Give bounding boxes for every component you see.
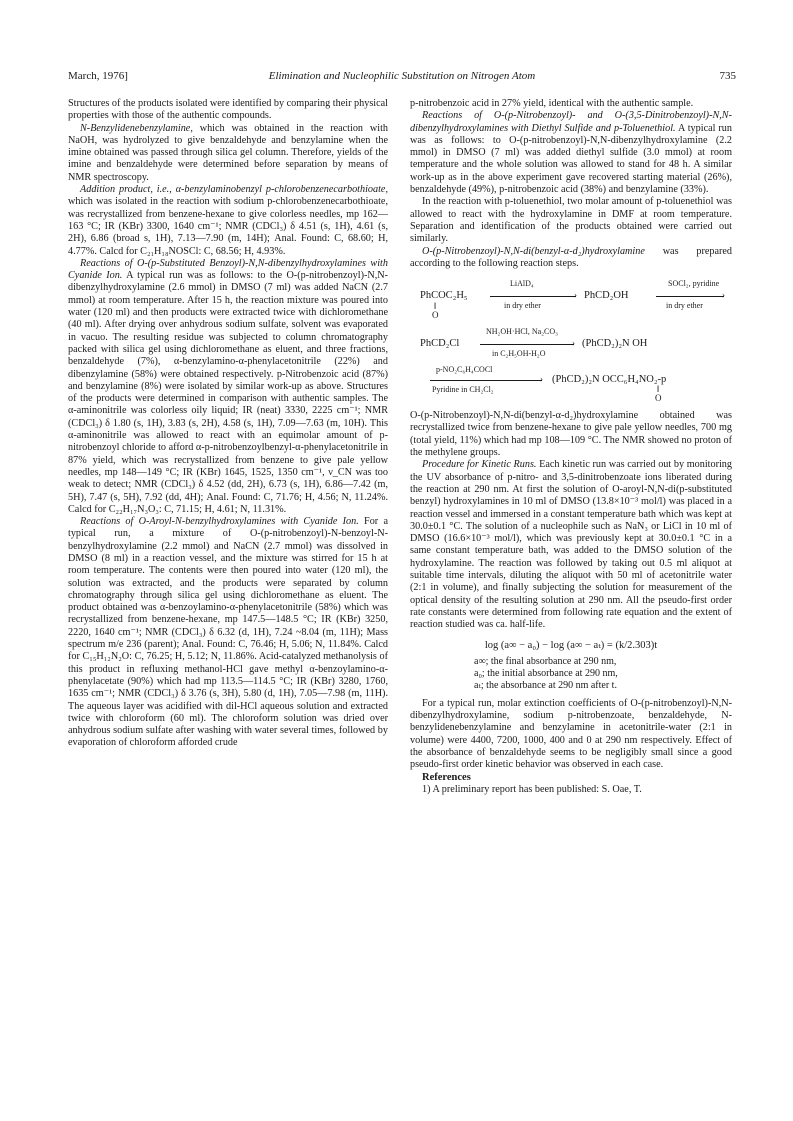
reagent-solvent: in dry ether (666, 301, 703, 311)
running-header (68, 70, 736, 84)
reactant-propiophenone: PhCOC₂H₅ (420, 290, 468, 302)
reaction-arrow (430, 380, 542, 381)
paragraph: For a typical run, molar extinction coefficients of O-(p-nitrobenzoyl)-N,N-dibenzylhydroxylamine, sodium p-nitrobenzoate, benzaldehyde, N-benzylidenebenzylamine and benzylamine in acetonitrile-water (2:1 in volume) were 4400, 7200, 1000, 400 and 0 at 290 nm respectively. Effect of the absorbance of benzaldehyde seems to be negligibly small since a good pseudo-first order kinetic behavior was observed in each case. (410, 697, 732, 771)
paragraph-heading: Reactions of O-(p-Substituted Benzoyl)-N,N-dibenzylhydroxylamines with Cyanide Ion. (68, 257, 388, 282)
reagent-solvent: in C₂H₅OH-H₂O (492, 349, 546, 359)
page-number: 735 (719, 70, 736, 82)
paragraph (68, 516, 388, 750)
paragraph (410, 459, 732, 631)
paragraph (410, 246, 732, 271)
reagent-acid-chloride: p-NO₂C₆H₄COCl (436, 365, 493, 375)
arrow-head-icon: › (540, 374, 543, 385)
paragraph-body: which was isolated in the reaction with sodium p-chlorobenzenecarbothioate, was recrystallized from benzene-hexane to give colorless needles, mp 162—163 °C; IR (KBr) 3300, 1640 cm⁻¹; NMR (CDCl₃) δ 4.51 (s, 1H), 4.61 (s, 2H), 6.86 (broad s, 1H), 7.13—7.90 (m, 14H); Anal. Found: C, 68.60; H, 4.77%. Calcd for C₂₁H₁₈NOSCl: C, 68.56; H, 4.93%. (68, 196, 388, 257)
reaction-arrow (480, 344, 574, 345)
reagent-solvent: in dry ether (504, 301, 541, 311)
paragraph-body: For a typical run, a mixture of O-(p-nitrobenzoyl)-N-benzoyl-N-benzylhydroxylamine (2.2 mmol) and NaCN (2.7 mmol) was dissolved in DMSO (8 ml) in a reaction vessel, and the mixture was stirred for 15 h at room temperature. The contents were then poured into water (120 ml), the solution was extracted, and the products were separated by column chromatography through silica gel using dichloromethane as eluent. The product obtained was α-benzoylamino-α-phenylacetonitrile (58%) which was recrystallized from benzene-hexane, mp 147.5—148.5 °C; IR (KBr) 3250, 2220, 1640 cm⁻¹; NMR (CDCl₃) δ 6.32 (d, 1H), 7.24 ~8.04 (m, 11H); Mass spectrum m/e 236 (parent); Anal. Found: C, 76.46; H, 5.06; N, 11.84%. Calcd for C₁₅H₁₂N₂O: C, 76.25; H, 5.12; N, 11.86%. Acid-catalyzed methanolysis of this product in refluxing methanol-HCl gave methyl α-benzoylamino-α-phenylacetate (90%) which had mp 113.5—114.5 °C; IR (KBr) 3280, 1760, 1635 cm⁻¹; NMR (CDCl₃) δ 3.76 (s, 3H), 5.80 (d, 1H), 7.05—7.98 (m, 11H). The aqueous layer was acidified with dil-HCl aqueous solution and extracted twice with chloroform (60 ml). The chloroform solution was dried over anhydrous sodium sulfate after washing with water several times, followed by evaporation of chloroform afforded crude (68, 516, 388, 749)
paragraph-body: A typical run was as follows: to the O-(p-nitrobenzoyl)-N,N-dibenzylhydroxylamine (2.6 mmol) in DMSO (7 ml) was added NaCN (2.7 mmol) at room temperature. After 15 h, the reaction mixture was poured into water (120 ml) and then products were extracted twice with dichloromethane (40 ml). After drying over anhydrous sodium sulfate, solvent was evaporated in vacuo. The resulting residue was subjected to column chromatography packed with silica gel using dichloromethane as eluent, and three fractions, benzaldehyde (7%), α-benzylamino-α-phenylacetonitrile (22%) and dibenzylamine (58%) were obtained respectively. p-Nitrobenzoic acid (87%) and benzylamine (8%) were isolated by similar work-up as above. Structures of the products were determined in comparison with authentic samples. The α-aminonitrile was colorless oily liquid; IR (neat) 3330, 2225 cm⁻¹; NMR (CDCl₃) δ 1.80 (s, 1H), 3.83 (s, 2H), 4.58 (s, 1H), 7.09—7.63 (m, 10H). This α-aminonitrile was allowed to react with an equimolar amount of p-nitrobenzoyl chloride to afford α-p-nitrobenzoylbenzyl-α-phenylacetonitrile in 87% yield, which was recrystallized from benzene to give pale yellow needles, mp 148—149 °C; IR (KBr) 1645, 1525, 1350 cm⁻¹, ν_CN was too weak to detect; NMR (CDCl₃) δ 4.52 (dd, 2H), 6.73 (s, 1H), 6.86—7.42 (m, 5H), 7.47 (s, 5H), 7.92 (dd, 4H); Anal. Found: C, 71.76; H, 4.56; N, 11.24%. Calcd for C₂₂H₁₇N₃O₃: C, 71.15; H, 4.61; N, 11.31%. (68, 270, 389, 515)
paragraph (68, 184, 388, 258)
paragraph (68, 258, 388, 516)
product-hydroxylamine: (PhCD₂)₂N OH (582, 338, 648, 350)
right-column (410, 98, 732, 796)
paragraph-heading: O-(p-Nitrobenzoyl)-N,N-di(benzyl-α-d₂)hydroxylamine (422, 245, 645, 257)
reagent-hydroxylamine: NH₂OH·HCl, Na₂CO₃ (486, 327, 558, 337)
arrow-head-icon: › (574, 290, 577, 301)
references-heading: References (422, 771, 471, 783)
legend-item: a∞; the final absorbance at 290 nm, (474, 655, 617, 667)
reference-item: 1) A preliminary report has been published: S. Oae, T. (422, 783, 642, 795)
equation-legend (474, 656, 732, 692)
paragraph-body: was prepared according to the following reaction steps. (410, 245, 732, 269)
paragraph: p-nitrobenzoic acid in 27% yield, identical with the authentic sample. (410, 98, 694, 109)
paragraph (68, 123, 388, 184)
intermediate-chloride: PhCD₂Cl (420, 338, 460, 350)
reagent-solvent: Pyridine in CH₂Cl₂ (432, 385, 494, 395)
arrow-head-icon: › (572, 338, 575, 349)
reaction-arrow (490, 296, 576, 297)
intermediate-alcohol: PhCD₂OH (584, 290, 629, 302)
paragraph-heading: N-Benzylidenebenzylamine, (80, 122, 193, 134)
paragraph-body: Each kinetic run was carried out by monitoring the UV absorbance of p-nitro- and 3,5-dinitrobenzoate ions liberated during the reaction at 290 nm. At first the solution of O-aroyl-N,N-di(p-substituted benzyl) hydroxylamines in 10 ml of DMSO (13.8×10⁻³ mol/l) was placed in a reaction vessel and immersed in a constant temperature bath which was kept at 30.0±0.1 °C. The solution of a nucleophile such as NaN₃ or LiCl in 10 ml of DMSO (16.6×10⁻³ mol/l), which was previously kept at 30.0±0.1 °C in a same constant temperature bath, was added to the DMSO solution of the hydroxylamine. The reaction was followed by taking out 0.5 ml aliquot at suitable time intervals, diluting the aliquot with 50 ml of acetonitrile water (2:1 in volume), and finally subjecting the solution for measurement of the optical density of the resulting solution at 290 nm. All the pseudo-first order rate constants were determined from following rate equation and the extent of reaction studied was ca. half-life. (410, 459, 732, 631)
reaction-arrow (656, 296, 724, 297)
final-product: (PhCD₂)₂N OCC₆H₄NO₂-p (552, 374, 667, 386)
paragraph: In the reaction with p-toluenethiol, two molar amount of p-toluenethiol was allowed to react with the hydroxylamine in DMF at room temperature. Separation and identification of the products obtained were carried out similarly. (410, 196, 732, 245)
paragraph: Structures of the products isolated were identified by comparing their physical properties with those of the authentic compounds. (68, 98, 388, 122)
arrow-head-icon: › (722, 290, 725, 301)
paragraph: O-(p-Nitrobenzoyl)-N,N-di(benzyl-α-d₂)hydroxylamine obtained was recrystallized twice from benzene-hexane to give pale yellow needles, 700 mg (total yield, 11%) which had mp 108—109 °C. The NMR showed no proton of the methylene groups. (410, 410, 732, 459)
reagent-lialD4: LiAlD₄ (510, 279, 534, 289)
carbonyl-oxygen: ‖ O (432, 301, 439, 321)
paragraph-body: A typical run was as follows: to O-(p-nitrobenzoyl)-N,N-dibenzylhydroxylamine (2.2 mmol) in DMSO (7 ml) was added diethyl sulfide (3.0 mmol) at room temperature and the whole solution was allowed to stand for 48 h. A similar work-up as in the above experiment gave recovered starting material (26%), benzaldehyde (49%), p-nitrobenzoic acid (38%) and benzylamine (33%). (410, 122, 732, 196)
left-column (68, 98, 388, 750)
paragraph-body: which was obtained in the reaction with NaOH, was hydrolyzed to give benzaldehyde and benzylamine when the imine obtained was passed through silica gel column. Therefore, yields of the imine and benzaldehyde were determined before separation by means of NMR spectroscopy. (68, 122, 388, 183)
reagent-socl2: SOCl₂, pyridine (668, 279, 720, 289)
legend-item: aₜ; the absorbance at 290 nm after t. (474, 679, 617, 691)
paragraph-heading: Addition product, i.e., α-benzylaminobenzyl p-chlorobenzenecarbothioate, (80, 184, 388, 196)
rate-equation: log (a∞ − a₀) − log (a∞ − aₜ) = (k/2.303)t (484, 639, 658, 651)
reaction-scheme (410, 276, 732, 404)
legend-item: a₀; the initial absorbance at 290 nm, (474, 667, 618, 679)
carbonyl-oxygen: ‖ O (655, 384, 662, 404)
paragraph-heading: Procedure for Kinetic Runs. (422, 459, 537, 471)
header-title: Elimination and Nucleophilic Substitution on Nitrogen Atom (268, 70, 536, 82)
paragraph-heading: Reactions of O-Aroyl-N-benzylhydroxylamines with Cyanide Ion. (80, 516, 359, 528)
paragraph-heading: Reactions of O-(p-Nitrobenzoyl)- and O-(3,5-Dinitrobenzoyl)-N,N-dibenzylhydroxylamines with Diethyl Sulfide and p-Toluenethiol. (410, 110, 732, 134)
header-date: March, 1976] (68, 70, 128, 82)
paragraph (410, 110, 732, 196)
